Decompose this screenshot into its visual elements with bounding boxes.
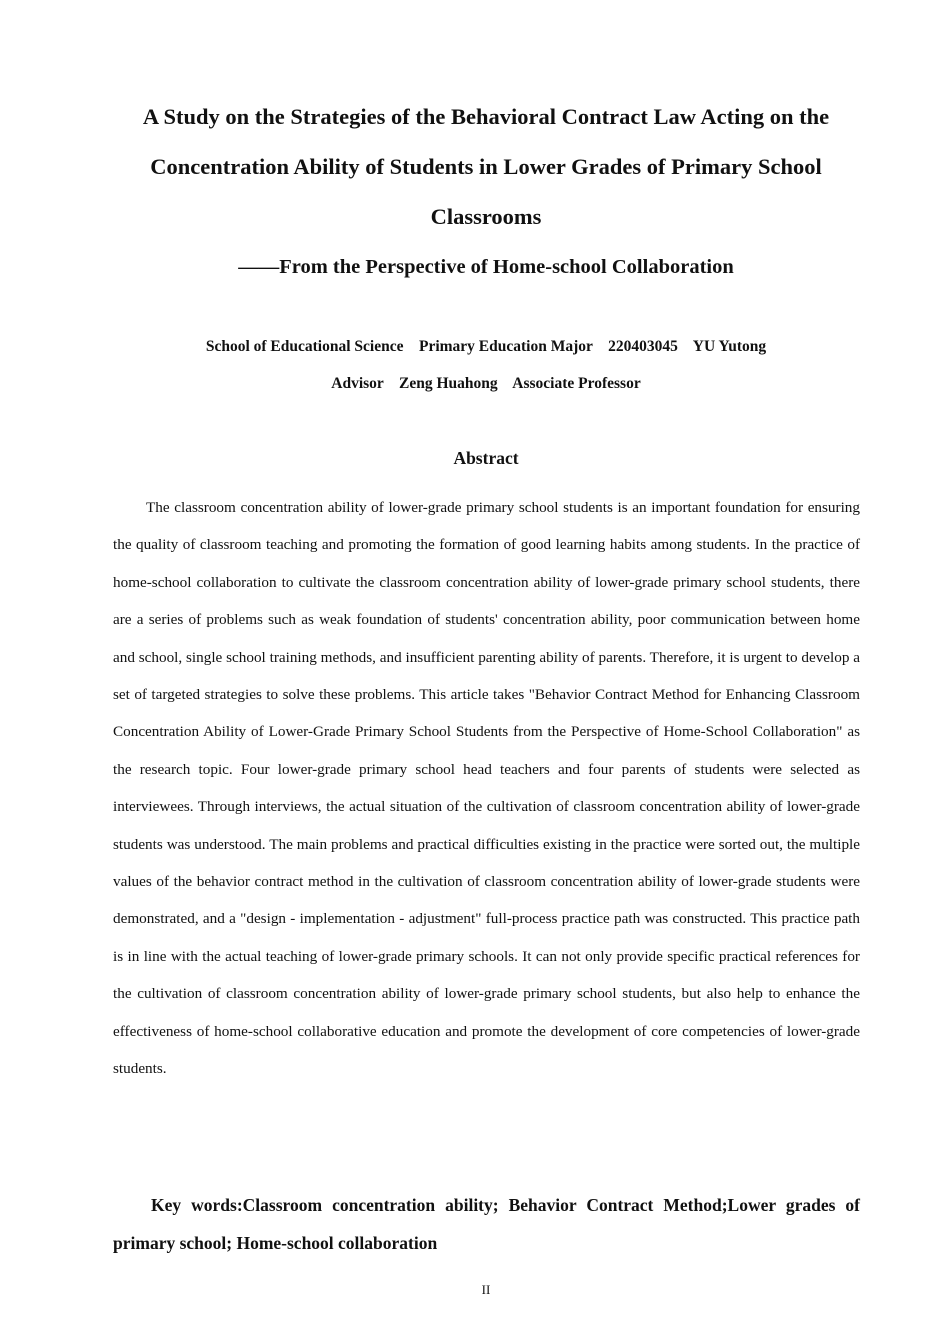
- title-line-2: Concentration Ability of Students in Lower Grades of Primary School: [150, 154, 822, 179]
- keywords: Key words:Classroom concentration ability; Behavior Contract Method;Lower grades of primary school; Home-school collaboration: [113, 1195, 860, 1253]
- paper-subtitle: ——From the Perspective of Home-school Collaboration: [238, 256, 734, 278]
- advisor-info: Advisor Zeng Huahong Associate Professor: [331, 375, 641, 392]
- title-line-3: Classrooms: [430, 204, 542, 229]
- abstract-body: The classroom concentration ability of lower-grade primary school students is an important foundation for ensuring the quality of classroom teaching and promoting the formation of good learning habits among students. In the practice of home-school collaboration to cultivate the classroom concentration ability of lower-grade primary school students, there are a series of problems such as weak foundation of students' concentration ability, poor communication between home and school, single school training methods, and insufficient parenting ability of parents. Therefore, it is urgent to develop a set of targeted strategies to solve these problems. This article takes "Behavior Contract Method for Enhancing Classroom Concentration Ability of Lower-Grade Primary School Students from the Perspective of Home-School Collaboration" as the research topic. Four lower-grade primary school head teachers and four parents of students were selected as interviewees. Through interviews, the actual situation of the cultivation of classroom concentration ability of lower-grade students was understood. The main problems and practical difficulties existing in the practice were sorted out, the multiple values of the behavior contract method in the cultivation of classroom concentration ability of lower-grade students were demonstrated, and a "design - implementation - adjustment" full-process practice path was constructed. This practice path is in line with the actual teaching of lower-grade primary schools. It can not only provide specific practical references for the cultivation of classroom concentration ability of lower-grade primary school students, but also help to enhance the effectiveness of home-school collaborative education and promote the development of core competencies of lower-grade students.: [113, 499, 860, 1078]
- author-info: School of Educational Science Primary Education Major 220403045 YU Yutong: [205, 338, 767, 355]
- paper-title: [100, 92, 872, 242]
- page-number: II: [481, 1282, 491, 1297]
- abstract-heading: Abstract: [453, 448, 519, 468]
- title-line-1: A Study on the Strategies of the Behavioral Contract Law Acting on the: [142, 104, 830, 129]
